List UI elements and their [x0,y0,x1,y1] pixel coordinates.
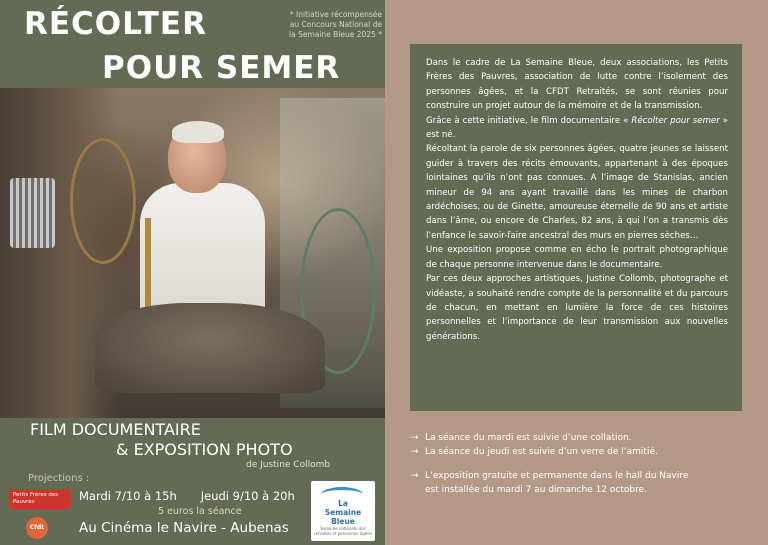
description-paragraph: Récoltant la parole de six personnes âgées, quatre jeunes se laissent guider à travers des récits émouvants, appartenant à des époques lointaines qu’ils n’ont pas connues. A l’image de Stanislas, ancien mineur de 94 ans ayant travaillé dans les mines de charbon ardéchoises, ou de Ginette, amoureuse éternelle de 90 ans et artiste dans l’âme, ou encore de Charles, 82 ans, à qui l’on a transmis dès l’enfance le savoir-faire ancestral des murs en pierres sèches… [426,144,728,241]
note-text: La séance du mardi est suivie d’une collation. [425,433,632,443]
award-line: au Concours National de [289,20,382,29]
film-heading: FILM DOCUMENTAIRE [30,420,201,439]
portrait-photo [0,88,385,418]
ticket-price: 5 euros la séance [158,506,242,517]
projections-label: Projections : [28,473,90,484]
cfdt-logo: Cfdt [26,517,48,539]
petits-freres-logo: Petits Frères des Pauvres [9,489,71,509]
session-times [79,489,295,503]
note-item [411,469,761,483]
semaine-bleue-logo [311,481,375,541]
semaine-bleue-logo-text [313,499,373,536]
note-text: est installée du mardi 7 au dimanche 12 octobre. [425,485,647,495]
description-paragraph: Grâce à cette initiative, le film documentaire « Récolter pour semer » est né. [426,115,728,141]
description-paragraph: Dans le cadre de La Semaine Bleue, deux associations, les Petits Frères des Pauvres, association de lutte contre l’isolement des personnes âgées, et la CFDT Retraités, se sont réunies pour construire un projet autour de la mémoire et de la transmission. [426,58,728,112]
session-thursday: Jeudi 9/10 à 20h [200,489,295,503]
title-line-1: RÉCOLTER [24,6,207,42]
exhibition-heading: & EXPOSITION PHOTO [116,440,293,459]
award-note [262,10,382,40]
lantern [10,178,55,248]
cinema-location: Au Cinéma le Navire - Aubenas [79,520,289,536]
arrow-right-icon: → [411,471,419,481]
arrow-right-icon: → [411,433,419,443]
semaine-bleue-logo-line: Bleue [331,517,355,526]
description-box [410,44,742,411]
note-text: La séance du jeudi est suivie d’un verre de l’amitié. [425,447,658,457]
semaine-bleue-logo-line: Semaine [324,508,362,517]
title-line-2: POUR SEMER [102,50,341,86]
semaine-bleue-logo-line: La [338,499,348,508]
man-hair [172,121,224,143]
description-paragraph: Une exposition propose comme en écho le portrait photographique de chaque personne intervenue dans le documentaire. [426,245,728,270]
note-item [411,445,761,459]
coiled-rope [70,138,136,264]
semaine-bleue-logo-subtitle: Semaine nationale des retraités et personnes âgées [314,526,372,536]
practical-notes [411,431,761,497]
note-item [411,431,761,445]
award-line: la Semaine Bleue 2025 * [289,30,382,39]
award-line: * Initiative récompensée [289,10,382,19]
author-credit: de Justine Collomb [246,460,331,470]
note-text: L’exposition gratuite et permanente dans le hall du Navire [425,471,689,481]
stone-rock [95,303,325,393]
session-tuesday: Mardi 7/10 à 15h [79,489,177,503]
note-item [411,483,761,497]
arrow-right-icon: → [411,447,419,457]
description-paragraph: Par ces deux approches artistiques, Justine Collomb, photographe et vidéaste, a souhaité rendre compte de la personnalité et du parcours de chacun, en mettant en lumière la force de ces histoires personnelles et l’importance de leur transmission aux nouvelles générations. [426,274,728,342]
